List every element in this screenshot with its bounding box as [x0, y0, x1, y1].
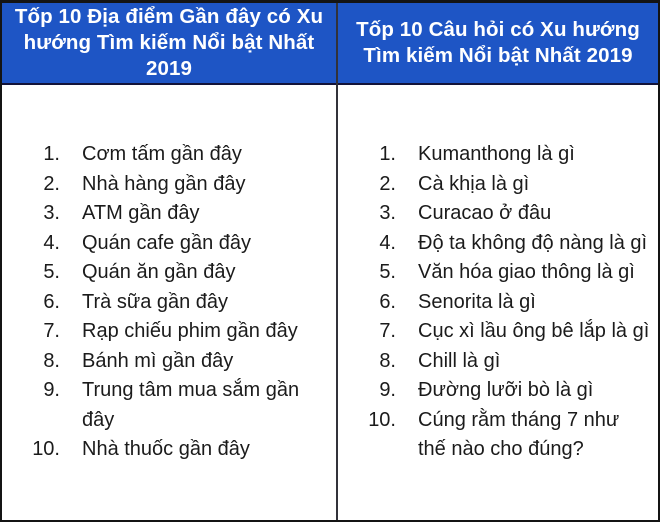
panel-places-title: Tốp 10 Địa điểm Gần đây có Xu hướng Tìm kiếm Nổi bật Nhất 2019 — [14, 5, 324, 80]
list-item — [338, 288, 652, 318]
rank-label: 7. — [43, 320, 60, 343]
rank-label: 3. — [43, 202, 60, 225]
rank-label: 1. — [379, 143, 396, 166]
rank-label: 5. — [43, 261, 60, 284]
rank-label: 9. — [43, 379, 60, 402]
rank-label: 7. — [379, 320, 396, 343]
item-text: Quán ăn gần đây — [82, 261, 236, 284]
list-item — [338, 170, 652, 200]
rank-label: 3. — [379, 202, 396, 225]
list-item — [2, 376, 330, 435]
panel-places — [2, 3, 336, 520]
item-text: Cục xì lầu ông bê lắp là gì — [418, 320, 650, 343]
rank-label: 2. — [43, 172, 60, 195]
list-item — [338, 347, 652, 377]
item-text: Cúng rằm tháng 7 như thế nào cho đúng? — [418, 408, 620, 461]
item-text: Senorita là gì — [418, 290, 536, 313]
rank-label: 5. — [379, 261, 396, 284]
list-item — [2, 317, 330, 347]
rank-label: 8. — [43, 349, 60, 372]
list-item — [2, 288, 330, 318]
rank-label: 10. — [32, 438, 60, 461]
rank-label: 6. — [43, 290, 60, 313]
list-item — [2, 435, 330, 465]
rank-label: 4. — [43, 231, 60, 254]
item-text: Bánh mì gần đây — [82, 349, 234, 372]
list-item — [2, 140, 330, 170]
item-text: Cơm tấm gần đây — [82, 143, 242, 166]
item-text: Rạp chiếu phim gần đây — [82, 320, 298, 343]
list-item — [2, 170, 330, 200]
panel-questions-title: Tốp 10 Câu hỏi có Xu hướng Tìm kiếm Nổi bật Nhất 2019 — [356, 18, 640, 67]
list-item — [338, 376, 652, 406]
item-text: Đường lưỡi bò là gì — [418, 379, 594, 402]
panel-places-body — [2, 85, 336, 520]
list-item — [2, 347, 330, 377]
list-item — [338, 406, 652, 465]
list-item — [2, 258, 330, 288]
list-item — [338, 199, 652, 229]
rank-label: 1. — [43, 143, 60, 166]
list-item — [338, 140, 652, 170]
places-list — [2, 140, 336, 465]
item-text: Trung tâm mua sắm gần đây — [82, 379, 300, 431]
list-item — [2, 199, 330, 229]
panel-questions-header — [338, 3, 658, 85]
rank-label: 9. — [379, 379, 396, 402]
questions-list — [338, 140, 658, 465]
rank-label: 6. — [379, 290, 396, 313]
list-item — [2, 229, 330, 259]
item-text: Nhà hàng gần đây — [82, 172, 246, 195]
panel-places-header — [2, 3, 336, 85]
rank-label: 8. — [379, 349, 396, 372]
item-text: ATM gần đây — [82, 202, 200, 225]
item-text: Cà khịa là gì — [418, 172, 530, 195]
rank-label: 4. — [379, 231, 396, 254]
item-text: Chill là gì — [418, 349, 501, 372]
item-text: Nhà thuốc gần đây — [82, 438, 250, 461]
panel-questions-body — [338, 85, 658, 520]
list-item — [338, 258, 652, 288]
list-item — [338, 317, 652, 347]
item-text: Văn hóa giao thông là gì — [418, 261, 635, 284]
rank-label: 10. — [368, 408, 396, 431]
list-item — [338, 229, 652, 259]
item-text: Quán cafe gần đây — [82, 231, 252, 254]
item-text: Trà sữa gần đây — [82, 290, 229, 313]
rank-label: 2. — [379, 172, 396, 195]
item-text: Kumanthong là gì — [418, 143, 575, 166]
item-text: Độ ta không độ nàng là gì — [418, 231, 648, 254]
panel-questions — [336, 3, 658, 520]
item-text: Curacao ở đâu — [418, 202, 552, 225]
